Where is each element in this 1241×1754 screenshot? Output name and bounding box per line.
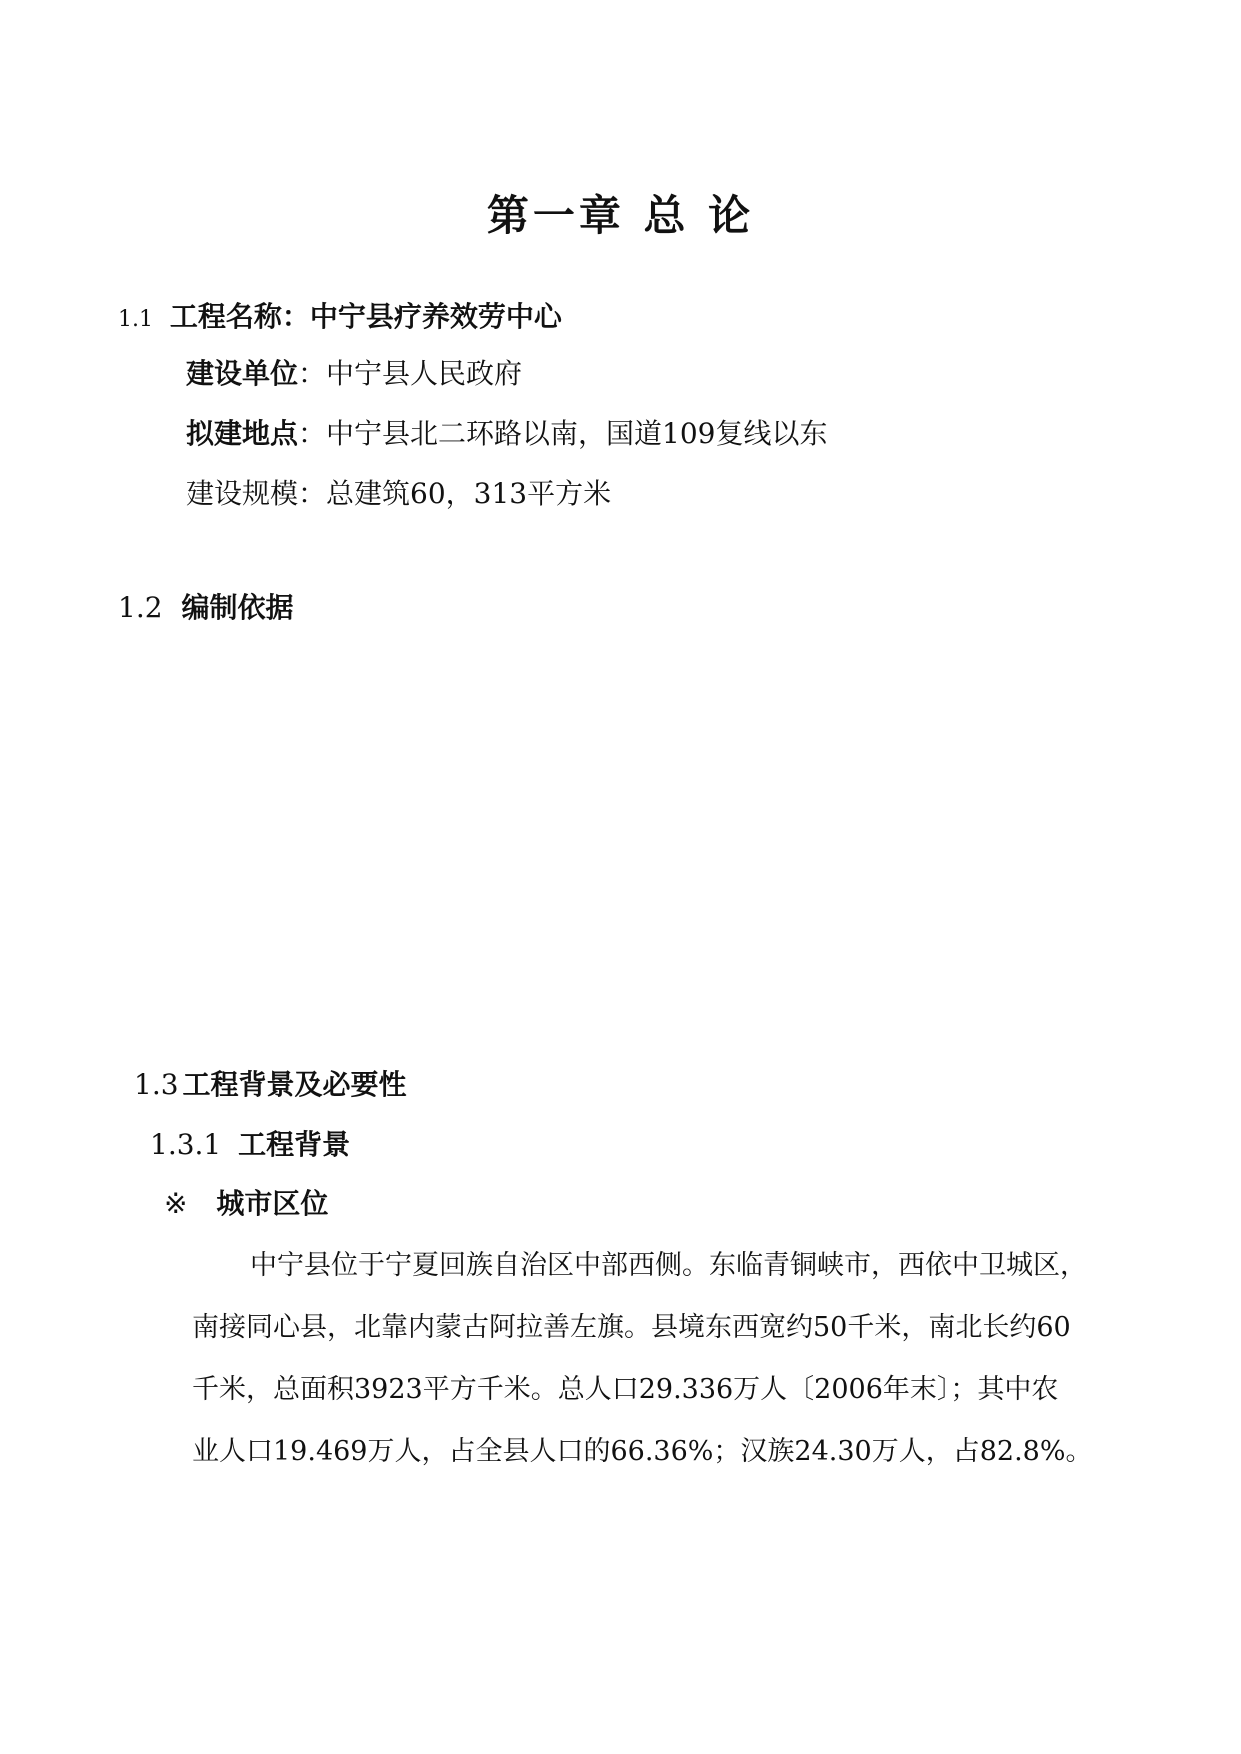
scale-label: 建设规模： bbox=[186, 477, 327, 510]
site-value: 中宁县北二环路以南，国道109复线以东 bbox=[326, 417, 828, 450]
site-colon: ： bbox=[298, 417, 327, 450]
chapter-title: 第一章 总 论 bbox=[486, 191, 755, 240]
reference-mark-icon: ※ bbox=[164, 1187, 188, 1220]
site-label: 拟建地点 bbox=[186, 417, 299, 450]
scale-row bbox=[186, 472, 611, 512]
bullet-title: 城市区位 bbox=[216, 1187, 329, 1220]
paragraph-line-3: 千米，总面积3923平方千米。总人口29.336万人〔2006年末〕；其中农 bbox=[192, 1374, 1059, 1405]
section-title: 编制依据 bbox=[181, 591, 294, 624]
bullet-heading bbox=[164, 1182, 328, 1222]
paragraph-line-2: 南接同心县，北靠内蒙古阿拉善左旗。县境东西宽约50千米，南北长约60 bbox=[192, 1312, 1071, 1343]
construction-unit-row bbox=[186, 352, 522, 392]
section-1-3-1-heading bbox=[150, 1123, 350, 1163]
section-number: 1.2 bbox=[118, 591, 163, 624]
section-number: 1.3.1 bbox=[150, 1128, 222, 1161]
section-title: 工程背景及必要性 bbox=[182, 1068, 407, 1101]
construction-unit-label: 建设单位 bbox=[186, 357, 299, 390]
project-name-label: 工程名称： bbox=[169, 300, 310, 333]
construction-unit-value: 中宁县人民政府 bbox=[326, 357, 523, 390]
paragraph-line-4: 业人口19.469万人，占全县人口的66.36%；汉族24.30万人，占82.8%。 bbox=[192, 1436, 1093, 1467]
section-1-1-heading bbox=[118, 295, 562, 335]
paragraph-line-1: 中宁县位于宁夏回族自治区中部西侧。东临青铜峡市，西依中卫城区， bbox=[250, 1250, 1087, 1281]
project-name-value: 中宁县疗养效劳中心 bbox=[309, 300, 562, 333]
section-number: 1.1 bbox=[118, 307, 153, 332]
site-row bbox=[186, 412, 827, 452]
scale-value: 总建筑60，313平方米 bbox=[326, 477, 612, 510]
section-1-3-heading bbox=[134, 1063, 407, 1103]
section-number: 1.3 bbox=[134, 1068, 179, 1101]
construction-unit-colon: ： bbox=[298, 357, 327, 390]
section-title: 工程背景 bbox=[238, 1128, 351, 1161]
section-1-2-heading bbox=[118, 586, 293, 626]
